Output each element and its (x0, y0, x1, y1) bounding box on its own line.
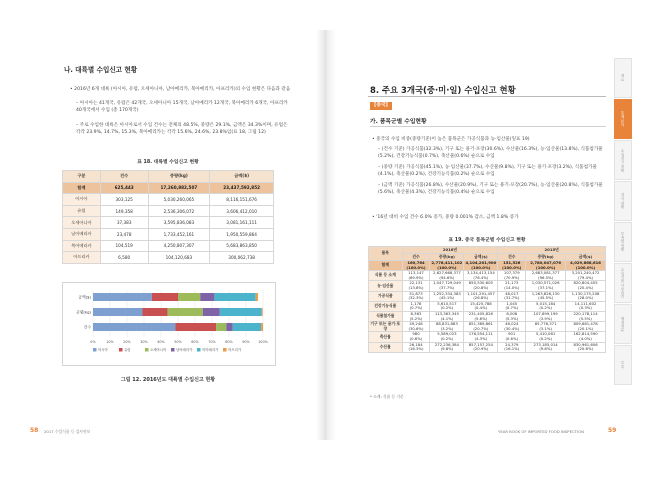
side-tab[interactable]: 개요 (614, 58, 632, 98)
table-cell: 4,104,201,900 (100.0%) (465, 260, 497, 270)
table-cell: 273,185,014 (9.8%) (526, 342, 566, 352)
table-header-cell: 금액($) (210, 171, 274, 183)
bar-segment (233, 323, 261, 331)
table-cell: 1,101,291,457 (26.8%) (464, 291, 498, 301)
table-cell: 162,814,590 (4.0%) (566, 332, 606, 342)
side-tab[interactable]: 수입신고 현황 (614, 140, 632, 180)
side-tab[interactable]: 부록 (614, 345, 632, 385)
table-cell: 2,683,081,377 (96.5%) (526, 271, 566, 281)
table-cell: 113,147 (69.9%) (402, 271, 430, 281)
table-row (369, 332, 606, 342)
table-cell: 17,260,882,507 (148, 182, 210, 194)
table-cell: 5,410,061 (0.2%) (526, 332, 566, 342)
table-row (369, 281, 606, 291)
x-tick-label: 30% (140, 340, 148, 344)
bar-segment (214, 293, 255, 301)
x-tick-label: 50% (174, 340, 182, 344)
table-row (63, 205, 274, 217)
category-label: 중량(kg) (76, 309, 91, 315)
table-header-cell: 중량(kg) (526, 254, 566, 261)
table-cell: 1,130,175,208 (28.0%) (566, 291, 606, 301)
table-cell: 아프리카 (63, 252, 101, 264)
table-cell: 48,017 (31.7%) (498, 291, 526, 301)
x-tick-label: 10% (106, 340, 114, 344)
table-cell: 272,236,384 (9.8%) (430, 342, 464, 352)
table-row-label: 식품첨가물 (369, 311, 403, 321)
table-header-cell: 중량(kg) (430, 254, 464, 261)
legend-swatch (197, 348, 201, 352)
bar-segment (262, 308, 263, 316)
table-note: * 소계: 식품 등 기준 (370, 394, 404, 399)
x-tick-label: 80% (225, 340, 233, 344)
divider (368, 96, 606, 97)
table-cell: 85,776,371 (3.1%) (526, 322, 566, 332)
legend-label: 북아메리카 (202, 348, 219, 352)
x-tick-label: 60% (191, 340, 199, 344)
table-cell: 5,030,260,065 (148, 194, 210, 206)
table-header-cell: 중량(kg) (148, 171, 210, 183)
table-header-row (369, 247, 606, 254)
table-cell: 300,062,738 (210, 252, 274, 264)
table-header-row (63, 171, 274, 183)
legend-label: 남아메리카 (176, 348, 193, 352)
bar-segment (93, 293, 152, 301)
table-cell: 15,425,788 (0.4%) (464, 301, 498, 311)
table-cell: 3,134,413,154 (76.4%) (464, 271, 498, 281)
table-cell: 1,030,571,026 (37.1%) (526, 281, 566, 291)
table-header-cell: 품목 (369, 247, 403, 261)
bullet-text: – 아시아는 41개국, 유럽은 42개국, 오세아니아 15개국, 남아메리카 12개국, 북아메리카 6개국, 아프리카 40개국에서 수입 (총 170개국) (76, 101, 288, 114)
footer-text: 2017 수입식품 등 검사연보 (44, 429, 91, 434)
chapter-title: 8. 주요 3개국(중·미·일) 수입신고 현황 (370, 85, 516, 95)
table-cell: 23,478 (100, 228, 148, 240)
table-cell: 북아메리카 (63, 240, 101, 252)
figure-caption: 그림 12. 2016년도 대륙별 수입신고 현황 (120, 377, 216, 383)
legend-swatch (93, 348, 97, 352)
table-cell: 합계 (63, 182, 101, 194)
bullet-text: – (금액 기준) 가공식품(26.8%), 수산물(20.9%), 기구 또는 용기·포장(20.7%), 농·임산물(20.8%), 식품첨가물(5.6%), 축산물(4.3%), 건강기능식품(0.4%) 순으로 수입 (378, 183, 603, 196)
table-header-cell: 건수 (498, 254, 526, 261)
footer-text: YEAR BOOK OF IMPORTED FOOD INSPECTION (498, 429, 584, 434)
table-row (63, 228, 274, 240)
table-header-cell: 건수 (402, 254, 430, 261)
table-header-cell: 2016년 (402, 247, 498, 254)
table-cell: 아시아 (63, 194, 101, 206)
side-tab[interactable]: 수입식품 사후관리 (614, 263, 632, 303)
x-tick-label: 0% (90, 340, 96, 344)
table-cell: 8,363 (5.2%) (402, 311, 430, 321)
table-cell: 49,248 (30.6%) (402, 322, 430, 332)
table-cell: 23,437,592,852 (210, 182, 274, 194)
legend-swatch (171, 348, 175, 352)
table-cell: 8,116,151,676 (210, 194, 274, 206)
bullet-text: – 주로 수입한 대륙은 아시아로서 수입 건수는 전체의 48.5%, 중량은 29.1%, 금액은 34.3%이며, 유럽은 각각 23.9%, 14.7%, 15.3%, 북아메리카는 각각 15.6%, 24.6%, 23.8%임(표 18, 그림 12) (76, 123, 288, 136)
table-cell: 820,804,455 (20.4%) (566, 281, 606, 291)
table-cell: 231,405,826 (5.6%) (464, 311, 498, 321)
table-cell: 남아메리카 (63, 228, 101, 240)
table-cell: 24,379 (16.1%) (498, 342, 526, 352)
category-label: 금액($) (78, 294, 91, 300)
table-cell: 625,443 (100, 182, 148, 194)
table-cell: 857,157,254 (20.9%) (464, 342, 498, 352)
table-cell: 22,131 (13.8%) (402, 281, 430, 291)
table-row (369, 301, 606, 311)
table-cell: 3,606,412,010 (210, 205, 274, 217)
legend-swatch (119, 348, 123, 352)
table-cell: 901 (0.6%) (498, 332, 526, 342)
bullet-text: • 중국의 수입 비중(중량기준)이 높은 품목군은 가공식품과 농·임산물(잎표 19) (372, 137, 530, 142)
bar-segment (200, 293, 214, 301)
right-page (326, 0, 652, 488)
table-cell: 21,173 (14.0%) (498, 281, 526, 291)
table-cell: 1,733,452,161 (148, 228, 210, 240)
table-cell: 107,379 (70.9%) (498, 271, 526, 281)
table-row (369, 322, 606, 332)
side-tab[interactable]: 검사 현황 (614, 181, 632, 221)
side-tab[interactable]: 행정처분 (614, 304, 632, 344)
table-cell: 14,111,602 (0.3%) (566, 301, 606, 311)
table-row (369, 342, 606, 352)
table-cell: 104,519 (100, 240, 148, 252)
table-cell: 160,764 (100.0%) (402, 261, 430, 271)
table-cell: 5,015,184 (0.2%) (526, 301, 566, 311)
legend-swatch (145, 348, 149, 352)
table-cell: 1,252,334,383 (45.1%) (430, 291, 464, 301)
china-import-table (368, 246, 606, 353)
table-cell: 2,780,047,076 (100.0%) (526, 261, 566, 271)
bar-segment (167, 308, 202, 316)
table-row-label: 기구 또는 용기·포장 (370, 321, 401, 331)
bar-segment (256, 293, 258, 301)
table-cell: 5,683,863,850 (210, 240, 274, 252)
stacked-bar-chart (63, 283, 275, 365)
table-row-label: 건강기능식품 (369, 301, 403, 311)
table-cell: 830,961,606 (20.6%) (566, 342, 606, 352)
continent-chart-frame (62, 282, 276, 366)
table-cell: 6,580 (100, 252, 148, 264)
table-row-label: 합계 (369, 261, 403, 271)
x-tick-label: 90% (242, 340, 250, 344)
table-cell: 2,627,668,377 (94.6%) (430, 271, 464, 281)
table-caption: 표 18. 대륙별 수입신고 현황 (137, 160, 199, 165)
page-number: 59 (608, 427, 617, 434)
legend-label: 아프리카 (228, 348, 242, 352)
table-header-cell: 구분 (63, 171, 101, 183)
bar-segment (220, 308, 262, 316)
section-heading: 나. 대륙별 수입신고 현황 (64, 66, 138, 74)
bar-segment (93, 308, 142, 316)
table-cell: 151,526 (100.0%) (498, 261, 526, 271)
side-tab[interactable]: 부적합 현황 (614, 222, 632, 262)
table-cell: 8,008 (5.3%) (498, 311, 526, 321)
table-cell: 1,047,729,049 (37.7%) (430, 281, 464, 291)
table-cell: 3,201,240,472 (79.4%) (566, 271, 606, 281)
table-header-cell: 2015년 (498, 247, 606, 254)
table-total-row (369, 261, 606, 271)
table-row (63, 240, 274, 252)
side-tab[interactable]: 통계 분석 (614, 99, 632, 139)
table-cell: 51,873 (32.3%) (402, 291, 430, 301)
chapter-side-tabs (614, 58, 632, 388)
table-header-cell: 금액($) (566, 254, 606, 261)
table-cell: 46,024 (30.4%) (498, 322, 526, 332)
table-cell: 3,081,161,111 (210, 217, 274, 229)
legend-swatch (223, 348, 227, 352)
table-header-cell: 금액($) (464, 254, 498, 261)
x-tick-label: 70% (208, 340, 216, 344)
x-tick-label: 20% (123, 340, 131, 344)
table-row (63, 252, 274, 264)
table-row (369, 271, 606, 281)
book-gutter (316, 30, 336, 440)
table-row (369, 291, 606, 301)
table-cell: 오세아니아 (63, 217, 101, 229)
table-cell: 2,536,306,072 (148, 205, 210, 217)
table-cell: 1,950,559,864 (210, 228, 274, 240)
table-cell: 1,263,826,130 (45.5%) (526, 291, 566, 301)
table-cell: 5,610,517 (0.2%) (430, 301, 464, 311)
table-cell: 2,778,411,102 (100.0%) (431, 260, 463, 270)
table-cell: 303,125 (100, 194, 148, 206)
table-cell: 4,029,868,616 (100.0%) (566, 261, 606, 271)
table-cell: 220,178,114 (5.5%) (566, 311, 606, 321)
bar-segment (226, 323, 232, 331)
table-row (369, 311, 606, 321)
table-cell: 113,363,345 (4.1%) (430, 311, 464, 321)
table-caption: 표 19. 중국 품목군별 수입신고 현황 (448, 238, 526, 243)
table-cell: 850,530,605 (20.8%) (464, 281, 498, 291)
bullet-text: – (중량 기준) 가공식품(45.1%), 농·임산물(37.7%), 수산물(9.8%), 기구 또는 용기·포장(3.2%), 식품첨가물(4.1%), 축산물(0.2%), 건강기능식품(0.2%) 순으로 수입 (378, 165, 597, 178)
table-cell: 149,358 (100, 205, 148, 217)
table-cell: 37,383 (100, 217, 148, 229)
table-row (63, 217, 274, 229)
table-row-label: 축산물 (369, 332, 403, 342)
table-total-row (63, 182, 274, 194)
table-cell: 5,589,023 (0.2%) (430, 332, 464, 342)
table-row-label: 가공식품 (369, 291, 403, 301)
table-row-label: 농·임산물 (369, 281, 403, 291)
legend-label: 오세아니아 (150, 348, 167, 352)
x-tick-label: 40% (157, 340, 165, 344)
table-row-label: 수산물 (369, 342, 403, 352)
table-cell: 809,681,478 (20.1%) (566, 322, 606, 332)
category-label: 건수 (83, 324, 91, 330)
bullet-text: • 2016년 6개 대륙 (아시아, 유럽, 오세아니아, 남아메리카, 북아메리카, 아프리카)의 수입 현황은 다음과 같음 (70, 87, 291, 92)
bar-segment (216, 323, 226, 331)
bar-segment (261, 323, 263, 331)
table-cell: 1,178 (0.7%) (402, 301, 430, 311)
bar-segment (93, 323, 175, 331)
table-cell: 107,899,199 (3.9%) (526, 311, 566, 321)
table-row-label: 식품 등 소계 (369, 271, 403, 281)
table-cell: 176,554,111 (4.3%) (464, 332, 498, 342)
table-cell: 88,831,883 (3.2%) (430, 322, 464, 332)
bar-segment (142, 308, 167, 316)
table-cell: 851,369,861 (20.7%) (464, 322, 498, 332)
x-tick-label: 100% (258, 340, 268, 344)
bar-segment (178, 293, 200, 301)
table-header-cell: 건수 (100, 171, 148, 183)
bar-segment (203, 308, 220, 316)
legend-label: 아시아 (98, 348, 108, 352)
continent-import-table (62, 170, 274, 264)
page-number: 58 (30, 427, 39, 434)
bullet-text: – (건수 기준) 가공식품(32.3%), 기구 또는 용기·포장(30.6%), 수산물(16.3%), 농·임산물(13.8%), 식품첨가물(5.2%), 건강기능식품(0.7%), 축산물(0.6%) 순으로 수입 (378, 147, 603, 160)
table-cell: 26,184 (16.3%) (402, 342, 430, 352)
sub-heading: 가. 품목군별 수입현황 (370, 119, 427, 125)
bar-segment (175, 323, 216, 331)
table-cell: 유럽 (63, 205, 101, 217)
table-cell: 1,045 (0.7%) (498, 301, 526, 311)
table-row (63, 194, 274, 206)
bullet-text: • '16년 대비 수입 건수 6.0% 증가, 중량 0.001% 감소, 금액 1.8% 증가 (372, 215, 519, 220)
table-cell: 104,120,683 (148, 252, 210, 264)
country-tag: [중국] (370, 102, 392, 110)
table-cell: 980 (0.6%) (402, 332, 430, 342)
table-cell: 4,250,807,307 (148, 240, 210, 252)
legend-label: 유럽 (124, 348, 131, 352)
divider (370, 126, 606, 127)
bar-segment (152, 293, 178, 301)
table-cell: 3,595,836,083 (148, 217, 210, 229)
